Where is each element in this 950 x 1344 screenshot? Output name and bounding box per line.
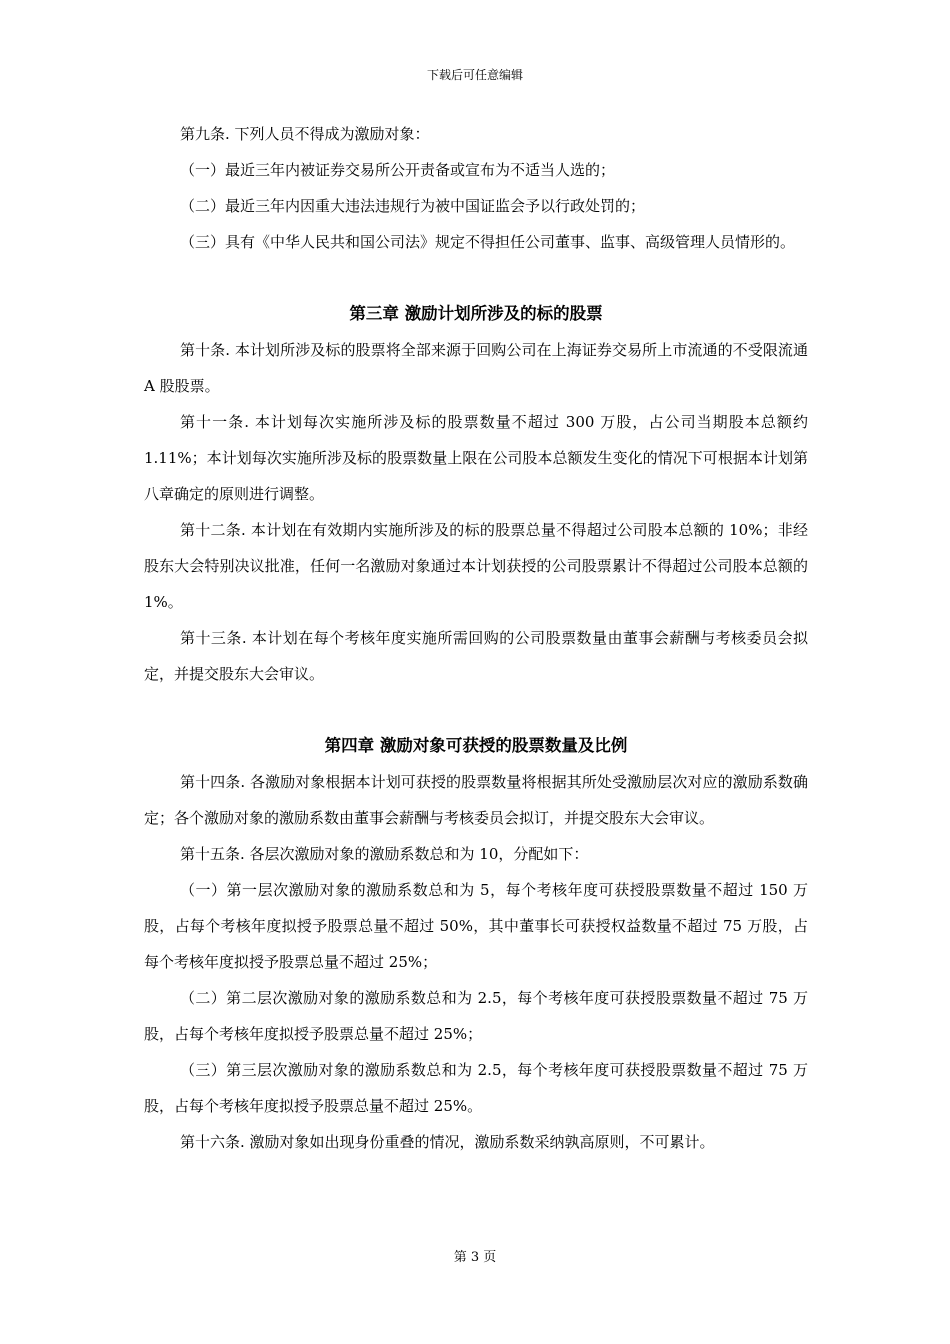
article-10: 第十条. 本计划所涉及标的股票将全部来源于回购公司在上海证券交易所上市流通的不受限流通 A 股股票。: [144, 341, 808, 395]
article-9: 第九条. 下列人员不得成为激励对象：: [180, 125, 430, 143]
article-9-item-1: （一）最近三年内被证券交易所公开责备或宣布为不适当人选的；: [180, 161, 616, 179]
article-9-item-2: （二）最近三年内因重大违法违规行为被中国证监会予以行政处罚的；: [180, 197, 646, 215]
article-11: 第十一条. 本计划每次实施所涉及标的股票数量不超过 300 万股，占公司当期股本总额约 1.11%；本计划每次实施所涉及标的股票数量上限在公司股本总额发生变化的情况下可根据本计划第八章确定的原则进行调整。: [144, 413, 808, 503]
chapter-3-heading: 第三章 激励计划所涉及的标的股票: [349, 304, 603, 323]
article-15-item-1: （一）第一层次激励对象的激励系数总和为 5，每个考核年度可获授股票数量不超过 150 万股，占每个考核年度拟授予股票总量不超过 50%，其中董事长可获授权益数量不超过 75 万股，占每个考核年度拟授予股票总量不超过 25%；: [144, 881, 808, 971]
article-15-item-3: （三）第三层次激励对象的激励系数总和为 2.5，每个考核年度可获授股票数量不超过 75 万股，占每个考核年度拟授予股票总量不超过 25%。: [144, 1061, 808, 1115]
article-16: 第十六条. 激励对象如出现身份重叠的情况，激励系数采纳孰高原则，不可累计。: [180, 1133, 715, 1151]
article-9-item-3: （三）具有《中华人民共和国公司法》规定不得担任公司董事、监事、高级管理人员情形的。: [180, 233, 796, 251]
article-12: 第十二条. 本计划在有效期内实施所涉及的标的股票总量不得超过公司股本总额的 10%；非经股东大会特别决议批准，任何一名激励对象通过本计划获授的公司股票累计不得超过公司股本总额的 1%。: [144, 521, 808, 611]
page-header: 下载后可任意编辑: [426, 68, 523, 82]
article-15-item-2: （二）第二层次激励对象的激励系数总和为 2.5，每个考核年度可获授股票数量不超过 75 万股，占每个考核年度拟授予股票总量不超过 25%；: [144, 989, 808, 1043]
article-14: 第十四条. 各激励对象根据本计划可获授的股票数量将根据其所处受激励层次对应的激励系数确定；各个激励对象的激励系数由董事会薪酬与考核委员会拟订，并提交股东大会审议。: [144, 773, 808, 827]
page-number: 第 3 页: [453, 1250, 497, 1265]
document-body: [144, 116, 808, 1160]
chapter-4-heading: 第四章 激励对象可获授的股票数量及比例: [324, 736, 628, 755]
article-15: 第十五条. 各层次激励对象的激励系数总和为 10，分配如下：: [180, 845, 589, 863]
article-13: 第十三条. 本计划在每个考核年度实施所需回购的公司股票数量由董事会薪酬与考核委员会拟定，并提交股东大会审议。: [144, 629, 808, 683]
